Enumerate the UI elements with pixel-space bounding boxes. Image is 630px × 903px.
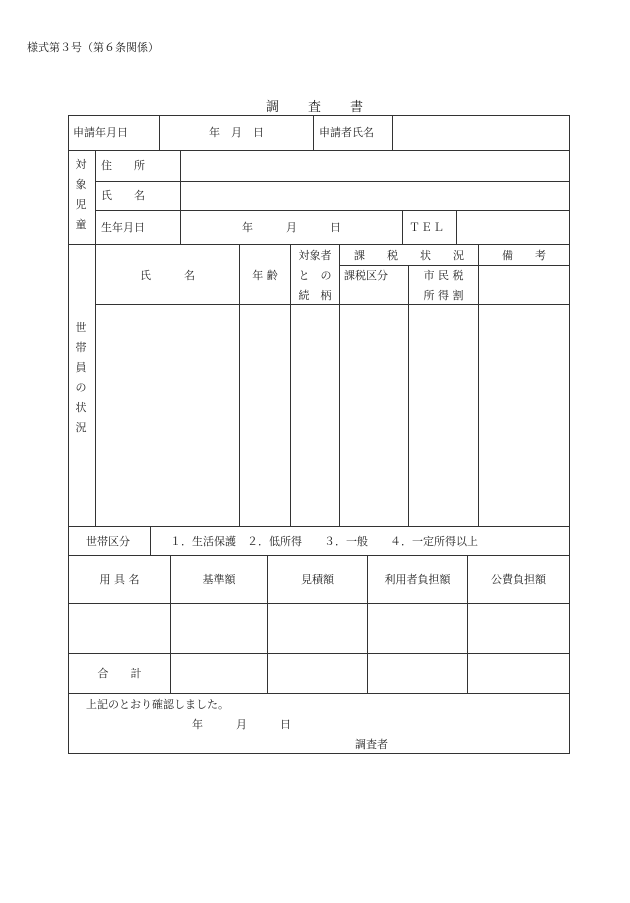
child-address-label: 住 所 [101, 159, 145, 172]
applicant-name-label: 申請者氏名 [319, 126, 374, 139]
equipment-col-standard: 基準額 [202, 573, 236, 586]
equipment-col-public: 公費負担額 [491, 573, 546, 586]
household-group-label-text: 世帯員の状況 [75, 321, 87, 434]
household-col-relation-1: 対象者 [298, 249, 332, 262]
equipment-entry-row[interactable] [69, 604, 569, 653]
household-class-options[interactable]: １．生活保護 ２．低所得 ３．一般 ４．一定所得以上 [170, 535, 478, 548]
child-birth-label: 生年月日 [101, 221, 145, 234]
child-tel-field[interactable] [457, 211, 569, 244]
household-group-label [71, 318, 91, 438]
household-col-age: 年 齢 [252, 269, 278, 282]
confirmation-text: 上記のとおり確認しました。 [86, 698, 229, 711]
household-col-city-tax-1: 市 民 税 [423, 269, 464, 282]
child-group-label [71, 155, 91, 235]
household-col-city-tax-2: 所 得 割 [423, 289, 464, 302]
household-col-tax-status: 課 税 状 況 [354, 249, 464, 262]
document-title: 調 査 書 [265, 100, 364, 115]
equipment-col-estimate: 見積額 [301, 573, 334, 586]
child-address-field[interactable] [181, 151, 569, 181]
household-col-relation-3: 続 柄 [298, 289, 332, 302]
household-col-name: 氏 名 [140, 269, 195, 282]
applicant-date-label: 申請年月日 [73, 126, 128, 139]
equipment-col-item: 用 具 名 [99, 573, 140, 586]
equipment-total-row[interactable] [171, 654, 569, 693]
child-name-label: 氏 名 [101, 189, 145, 202]
household-class-label: 世帯区分 [86, 535, 130, 548]
household-col-tax-class: 課税区分 [344, 269, 388, 282]
form-number: 様式第３号（第６条関係） [27, 41, 159, 54]
household-entry-area[interactable] [96, 305, 569, 526]
child-tel-label: ＴＥＬ [409, 221, 445, 234]
confirmation-date[interactable]: 年 月 日 [192, 718, 291, 731]
applicant-date-value[interactable]: 年 月 日 [209, 126, 264, 139]
household-col-relation-2: と の [298, 269, 332, 282]
applicant-name-field[interactable] [393, 116, 569, 150]
equipment-col-user: 利用者負担額 [384, 573, 451, 586]
child-name-field[interactable] [181, 182, 569, 210]
child-birth-value[interactable]: 年 月 日 [242, 221, 341, 234]
equipment-total-label: 合 計 [97, 667, 142, 680]
investigator-label: 調査者 [355, 738, 388, 751]
household-col-notes: 備 考 [502, 249, 546, 262]
child-group-label-text: 対象児童 [75, 158, 87, 231]
